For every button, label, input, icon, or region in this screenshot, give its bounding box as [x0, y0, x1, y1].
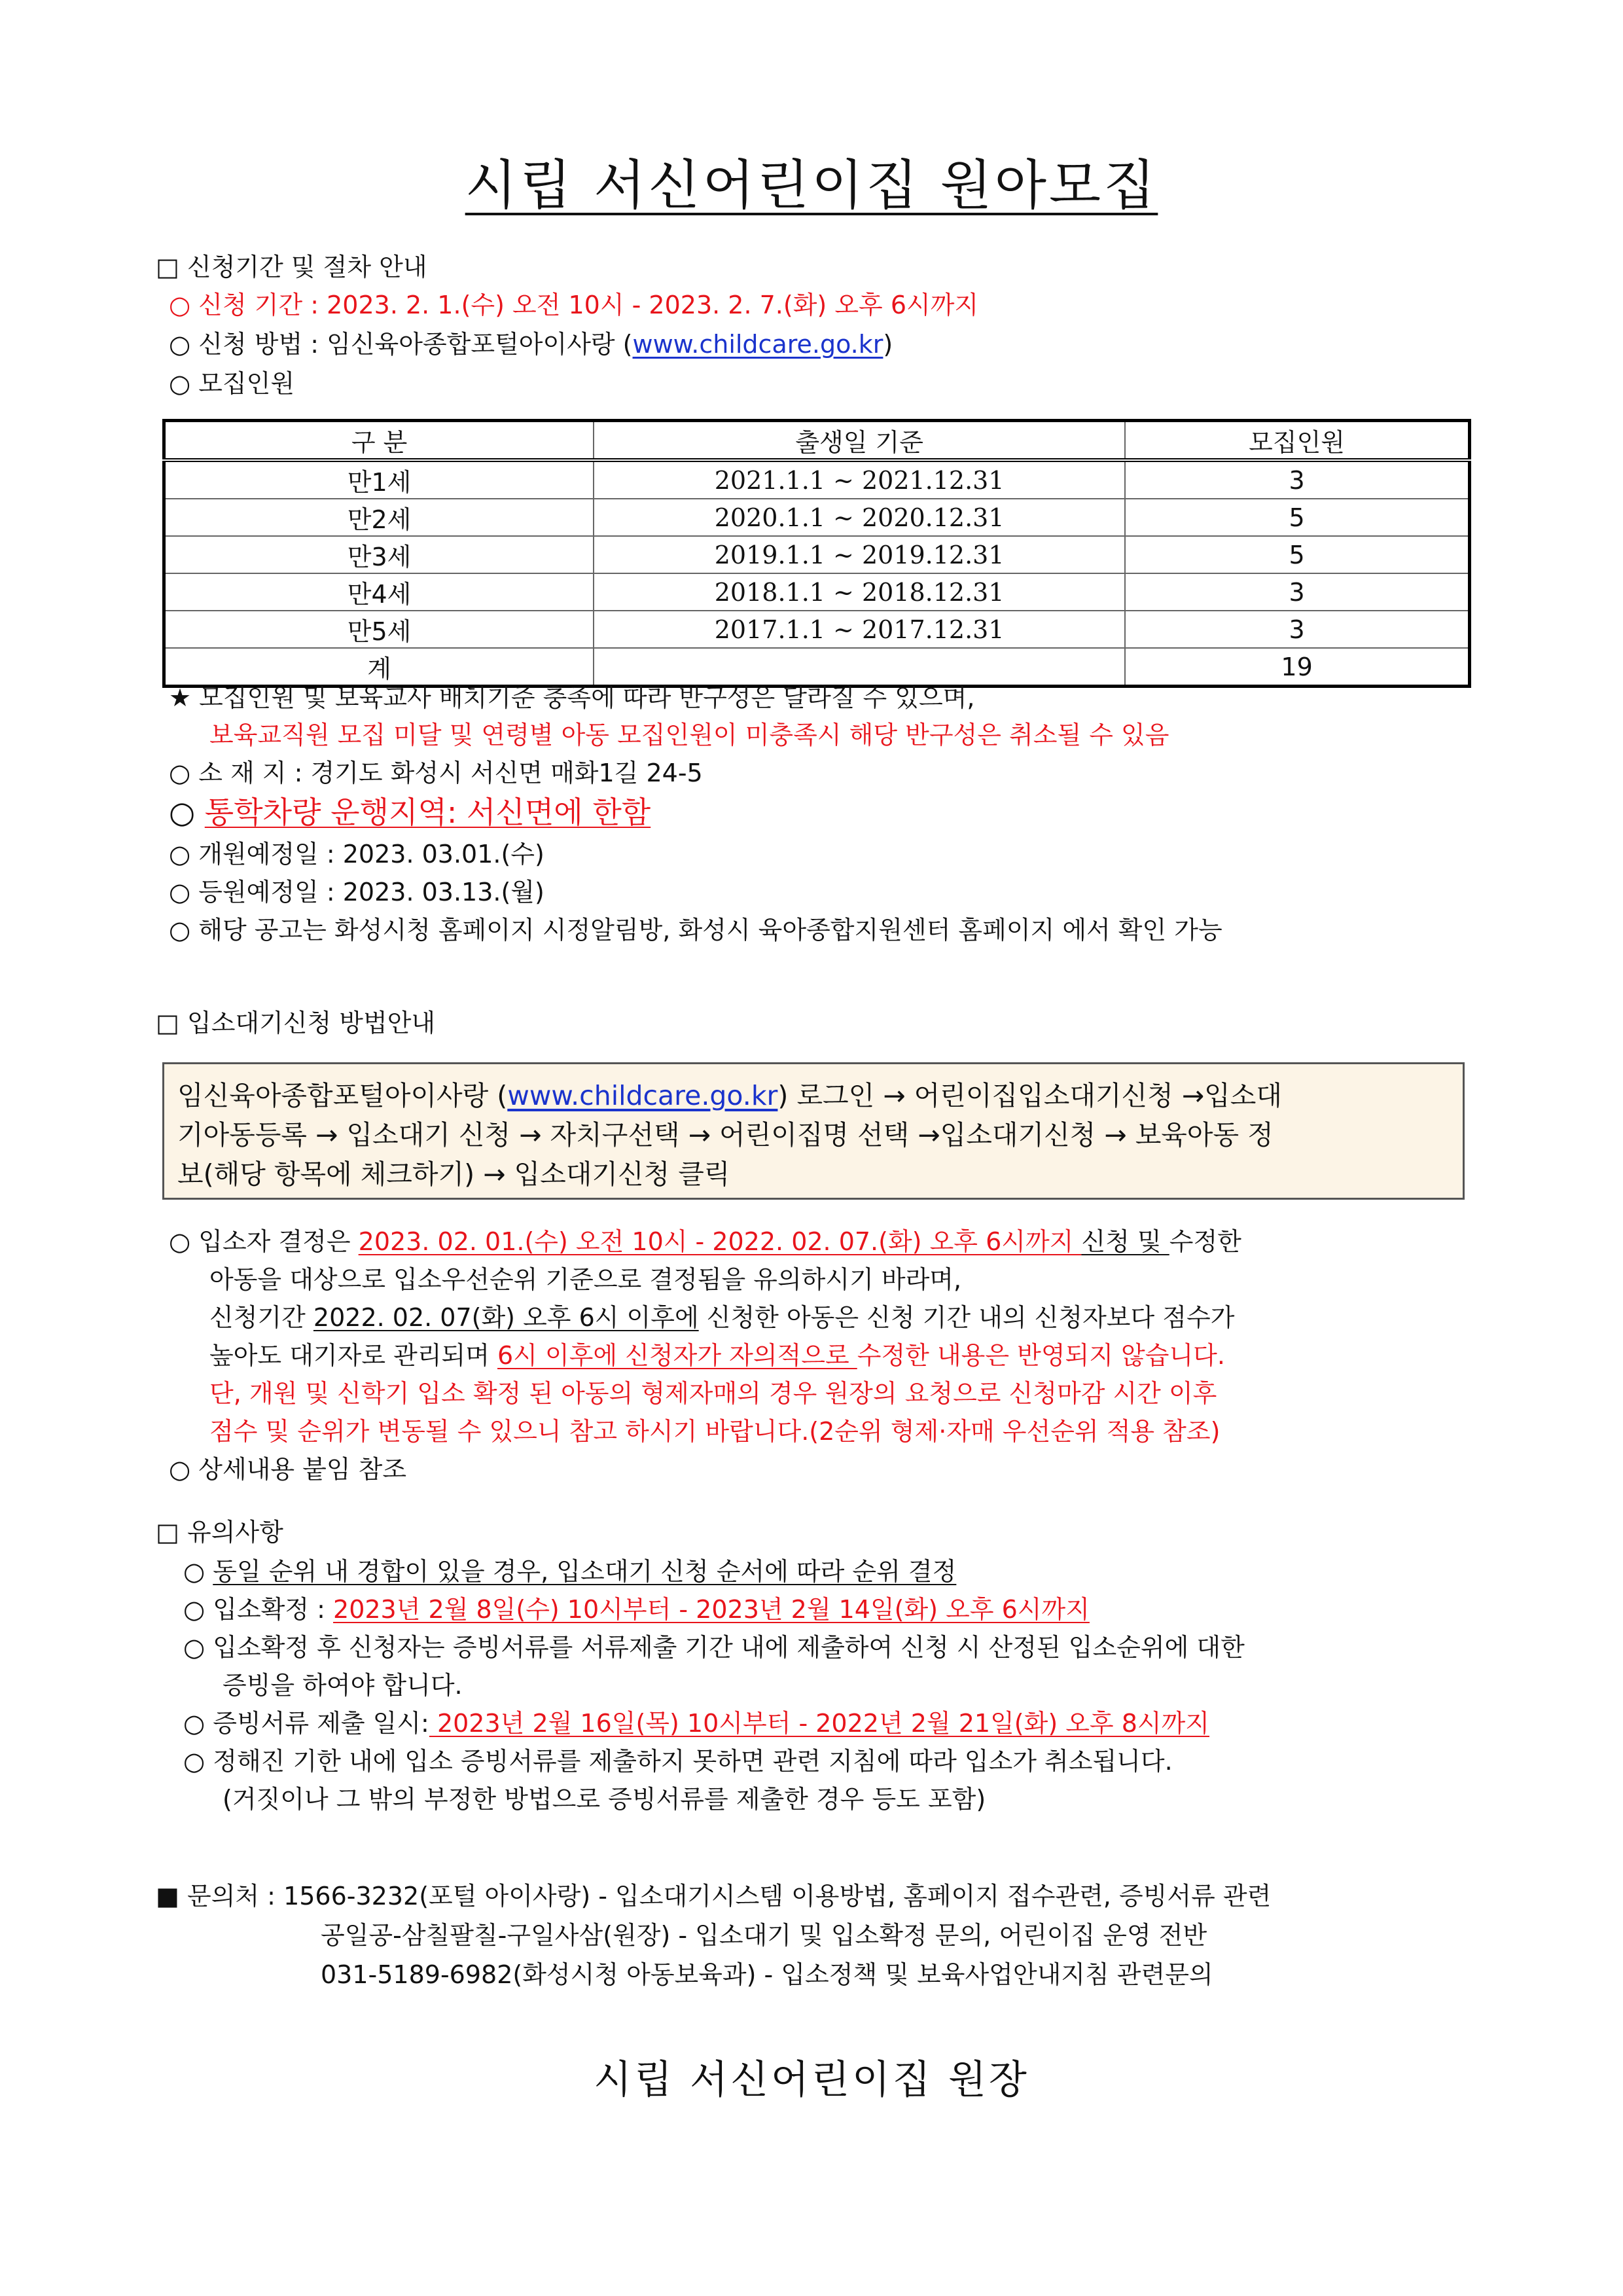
section-heading-waitlist: □ 입소대기신청 방법안내 — [156, 1009, 436, 1037]
recruitment-table — [162, 419, 1471, 688]
count-cell: 5 — [1125, 499, 1469, 536]
note-star: ★ 모집인원 및 보육교사 배치기준 충족에 따라 반구성은 달라질 수 있으며, — [169, 683, 975, 712]
page-title: 시립 서신어린이집 원아모집 — [465, 154, 1158, 217]
decision-line-3-b: 신청한 아동은 신청 기간 내의 신청자보다 점수가 — [698, 1303, 1235, 1332]
decision-line-3 — [209, 1302, 1234, 1333]
table-row — [164, 573, 1470, 611]
open-date: ○ 개원예정일 : 2023. 03.01.(수) — [169, 840, 544, 869]
box-line-1-b: ) 로그인 → 어린이집입소대기신청 →입소대 — [777, 1080, 1282, 1111]
count-cell: 5 — [1125, 536, 1469, 573]
decision-line-1 — [169, 1227, 1241, 1257]
age-cell: 만1세 — [164, 460, 594, 499]
note-star-red: 보육교직원 모집 미달 및 연령별 아동 모집인원이 미충족시 해당 반구성은 취소될 수 있음 — [209, 721, 1169, 749]
waitlist-steps-box — [162, 1062, 1465, 1200]
birth-range-cell: 2017.1.1 ~ 2017.12.31 — [594, 611, 1125, 648]
age-cell: 만3세 — [164, 536, 594, 573]
caution-item-4 — [183, 1708, 1209, 1738]
caution-item-5: ○ 정해진 기한 내에 입소 증빙서류를 제출하지 못하면 관련 지침에 따라 입소가 취소됩니다. — [183, 1747, 1173, 1776]
decision-line-4-red-underlined: 6시 이후에 신청자가 자의적으로 — [497, 1341, 857, 1370]
caution-item-1-prefix: ○ — [183, 1557, 213, 1586]
bus-area — [169, 795, 651, 830]
table-row — [164, 460, 1470, 499]
table-row — [164, 611, 1470, 648]
address: ○ 소 재 지 : 경기도 화성시 서신면 매화1길 24-5 — [169, 759, 703, 787]
section-heading-application: □ 신청기간 및 절차 안내 — [156, 253, 427, 281]
table-header: 출생일 기준 — [594, 421, 1125, 461]
contact-line-1: ■ 문의처 : 1566-3232(포털 아이사랑) - 입소대기시스템 이용방법, 홈페이지 접수관련, 증빙서류 관련 — [156, 1882, 1272, 1910]
caution-item-3: ○ 입소확정 후 신청자는 증빙서류를 서류제출 기간 내에 제출하여 신청 시 산정된 입소순위에 대한 — [183, 1633, 1245, 1662]
total-label-cell: 계 — [164, 648, 594, 687]
caution-item-5-cont: (거짓이나 그 밖의 부정한 방법으로 증빙서류를 제출한 경우 등도 포함) — [223, 1785, 986, 1814]
birth-range-cell: 2021.1.1 ~ 2021.12.31 — [594, 460, 1125, 499]
decision-line-6: 점수 및 순위가 변동될 수 있으니 참고 하시기 바랍니다.(2순위 형제·자매 우선순위 적용 참조) — [209, 1417, 1221, 1446]
count-cell: 3 — [1125, 573, 1469, 611]
decision-period: 2023. 02. 01.(수) 오전 10시 - 2022. 02. 07.(화) 오후 6시까지 — [358, 1227, 1082, 1256]
box-childcare-link[interactable]: www.childcare.go.kr — [507, 1080, 778, 1111]
caution-item-4-period: 2023년 2월 16일(목) 10시부터 - 2022년 2월 21일(화) 오후 8시까지 — [429, 1709, 1210, 1738]
decision-line-2: 아동을 대상으로 입소우선순위 기준으로 결정됨을 유의하시기 바라며, — [209, 1265, 962, 1294]
attend-date: ○ 등원예정일 : 2023. 03.13.(월) — [169, 878, 544, 906]
bus-area-text: 통학차량 운행지역: 서신면에 한함 — [204, 795, 651, 830]
decision-line-4-red: 수정한 내용은 반영되지 않습니다. — [857, 1341, 1225, 1370]
notice-location: ○ 해당 공고는 화성시청 홈페이지 시정알림방, 화성시 육아종합지원센터 홈페이지 에서 확인 가능 — [169, 916, 1222, 944]
caution-item-2-period: 2023년 2월 8일(수) 10시부터 - 2023년 2월 14일(화) 오후 6시까지 — [333, 1595, 1090, 1624]
application-period: ○ 신청 기간 : 2023. 2. 1.(수) 오전 10시 - 2023. 2. 7.(화) 오후 6시까지 — [169, 291, 979, 319]
decision-line-5: 단, 개원 및 신학기 입소 확정 된 아동의 형제자매의 경우 원장의 요청으로 신청마감 시간 이후 — [209, 1379, 1217, 1408]
table-header: 구 분 — [164, 421, 594, 461]
table-header-row — [164, 421, 1470, 461]
section-heading-notes: □ 유의사항 — [156, 1518, 283, 1547]
caution-item-2-label: ○ 입소확정 : — [183, 1595, 334, 1624]
contact-line-2: 공일공-삼칠팔칠-구일사삼(원장) - 입소대기 및 입소확정 문의, 어린이집 운영 전반 — [321, 1921, 1207, 1950]
decision-line-4-a: 높아도 대기자로 관리되며 — [209, 1341, 498, 1370]
box-line-1 — [177, 1076, 1450, 1115]
total-count-cell: 19 — [1125, 648, 1469, 687]
table-total-row — [164, 648, 1470, 687]
decision-line-3-underlined: 2022. 02. 07(화) 오후 6시 이후에 — [313, 1303, 699, 1332]
decision-line-3-a: 신청기간 — [209, 1303, 313, 1332]
birth-range-cell: 2020.1.1 ~ 2020.12.31 — [594, 499, 1125, 536]
caution-item-1 — [183, 1556, 956, 1587]
contact-line-3: 031-5189-6982(화성시청 아동보육과) - 입소정책 및 보육사업안내지침 관련문의 — [321, 1960, 1213, 1989]
decision-line-4 — [209, 1340, 1225, 1371]
table-header: 모집인원 — [1125, 421, 1469, 461]
count-cell: 3 — [1125, 460, 1469, 499]
box-line-3: 보(해당 항목에 체크하기) → 입소대기신청 클릭 — [177, 1158, 730, 1190]
box-line-2: 기아동등록 → 입소대기 신청 → 자치구선택 → 어린이집명 선택 →입소대기신청 → 보육아동 정 — [177, 1119, 1274, 1151]
signature-footer: 시립 서신어린이집 원장 — [594, 2057, 1029, 2103]
table-row — [164, 499, 1470, 536]
age-cell: 만5세 — [164, 611, 594, 648]
caution-item-4-label: ○ 증빙서류 제출 일시: — [183, 1709, 429, 1738]
decision-line-1-b: 신청 및 — [1081, 1227, 1169, 1256]
application-method-label: ○ 신청 방법 : 임신육아종합포털아이사랑 ( — [169, 330, 633, 359]
count-cell: 3 — [1125, 611, 1469, 648]
decision-line-1-a: ○ 입소자 결정은 — [169, 1227, 359, 1256]
box-line-1-a: 임신육아종합포털아이사랑 ( — [177, 1080, 508, 1111]
age-cell: 만4세 — [164, 573, 594, 611]
bus-prefix: ○ — [169, 795, 205, 830]
application-method — [169, 329, 893, 359]
decision-line-1-c: 수정한 — [1169, 1227, 1241, 1256]
application-method-close: ) — [883, 330, 893, 359]
decision-line-7: ○ 상세내용 붙임 참조 — [169, 1455, 407, 1484]
age-cell: 만2세 — [164, 499, 594, 536]
birth-range-cell: 2019.1.1 ~ 2019.12.31 — [594, 536, 1125, 573]
table-row — [164, 536, 1470, 573]
recruit-label: ○ 모집인원 — [169, 369, 295, 398]
caution-item-1-text: 동일 순위 내 경합이 있을 경우, 입소대기 신청 순서에 따라 순위 결정 — [213, 1557, 957, 1586]
total-empty-cell — [594, 648, 1125, 687]
caution-item-3-cont: 증빙을 하여야 합니다. — [223, 1671, 463, 1700]
childcare-link[interactable]: www.childcare.go.kr — [632, 330, 883, 359]
birth-range-cell: 2018.1.1 ~ 2018.12.31 — [594, 573, 1125, 611]
caution-item-2 — [183, 1594, 1090, 1624]
